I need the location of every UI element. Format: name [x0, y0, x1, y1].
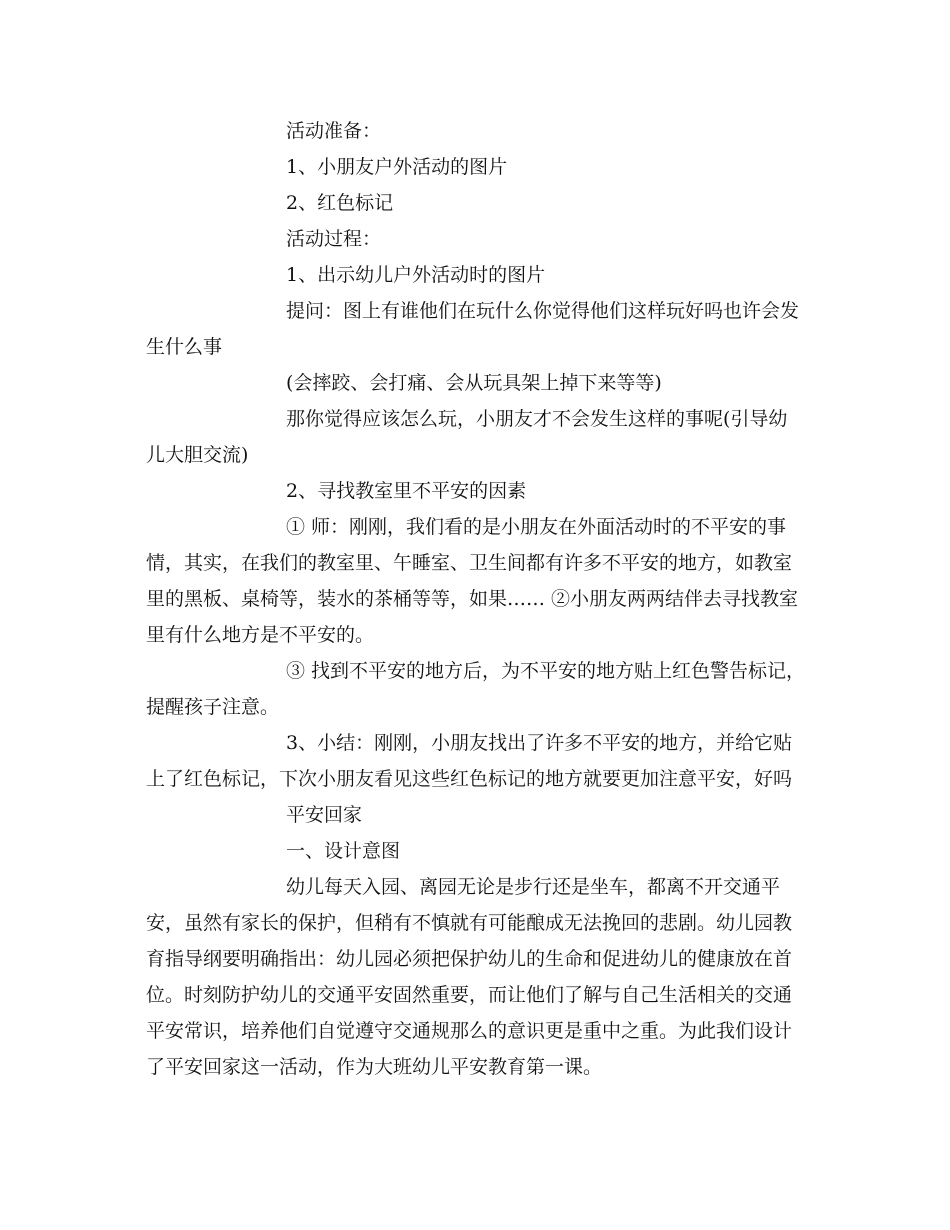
paragraph-prep-item-1: 1、小朋友户外活动的图片 — [286, 156, 508, 178]
paragraph-prep-item-2: 2、红色标记 — [286, 192, 394, 214]
paragraph-teacher-explanation: ① 师：刚刚，我们看的是小朋友在外面活动时的不平安的事情，其实，在我们的教室里、午睡室、卫生间都有许多不平安的地方，如教室里的黑板、桌椅等，装水的茶桶等等，如果…… ②小朋友两两结伴去寻找教室里有什么地方是不平安的。 — [146, 516, 799, 646]
paragraph-mark-unsafe-places: ③ 找到不平安的地方后，为不平安的地方贴上红色警告标记，提醒孩子注意。 — [146, 660, 806, 718]
paragraph-design-intent-heading: 一、设计意图 — [286, 840, 401, 862]
paragraph-safe-home-title: 平安回家 — [286, 804, 363, 826]
paragraph-guide-discussion: 那你觉得应该怎么玩，小朋友才不会发生这样的事呢(引导幼儿大胆交流) — [146, 408, 788, 466]
paragraph-summary: 3、小结：刚刚，小朋友找出了许多不平安的地方，并给它贴上了红色标记，下次小朋友看见这些红色标记的地方就要更加注意平安，好吗 — [146, 732, 793, 790]
paragraph-answer-examples: (会摔跤、会打痛、会从玩具架上掉下来等等) — [286, 372, 662, 394]
paragraph-question: 提问：图上有谁他们在玩什么你觉得他们这样玩好吗也许会发生什么事 — [146, 300, 800, 358]
paragraph-activity-preparation-heading: 活动准备： — [286, 120, 382, 142]
paragraph-design-intent-body: 幼儿每天入园、离园无论是步行还是坐车，都离不开交通平安，虽然有家长的保护，但稍有不慎就有可能酿成无法挽回的悲剧。幼儿园教育指导纲要明确指出：幼儿园必须把保护幼儿的生命和促进幼儿的健康放在首位。时刻防护幼儿的交通平安固然重要，而让他们了解与自己生活相关的交通平安常识，培养他们自觉遵守交通规那么的意识更是重中之重。为此我们设计了平安回家这一活动，作为大班幼儿平安教育第一课。 — [146, 876, 793, 1078]
paragraph-process-step-2: 2、寻找教室里不平安的因素 — [286, 480, 527, 502]
paragraph-activity-process-heading: 活动过程： — [286, 228, 382, 250]
paragraph-process-step-1: 1、出示幼儿户外活动时的图片 — [286, 264, 546, 286]
document-body — [146, 113, 806, 1085]
